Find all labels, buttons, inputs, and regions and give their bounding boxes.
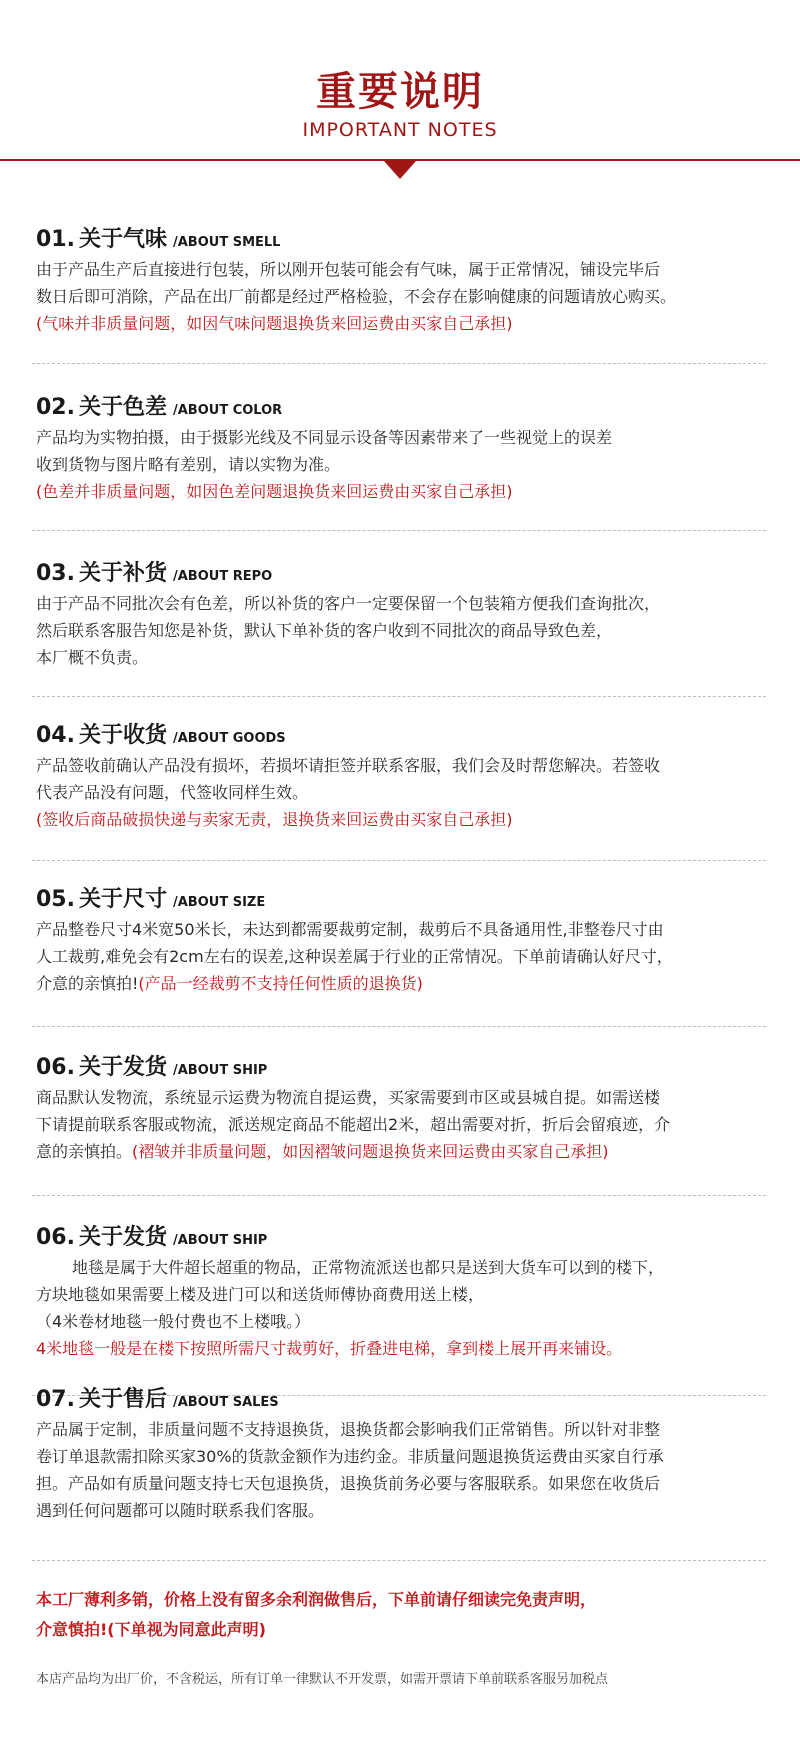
section-text-line: 然后联系客服告知您是补货，默认下单补货的客户收到不同批次的商品导致色差， <box>36 621 613 640</box>
section-warning-line: 4米地毯一般是在楼下按照所需尺寸裁剪好，折叠进电梯，拿到楼上展开再来铺设。 <box>36 1339 623 1358</box>
section-text-line: 遇到任何问题都可以随时联系我们客服。 <box>36 1501 325 1520</box>
section-warning-line: (色差并非质量问题，如因色差问题退换货来回运费由买家自己承担) <box>36 482 513 501</box>
section-text-line <box>36 970 766 997</box>
section-divider <box>32 696 766 697</box>
section-sales <box>36 1382 766 1524</box>
section-divider <box>32 1195 766 1196</box>
section-text-line: 产品均为实物拍摄，由于摄影光线及不同显示设备等因素带来了一些视觉上的误差 <box>36 428 613 447</box>
warning-span: (褶皱并非质量问题，如因褶皱问题退换货来回运费由买家自己承担) <box>132 1142 609 1161</box>
section-text-line: 卷订单退款需扣除买家30%的货款金额作为违约金。非质量问题退换货运费由买家自行承 <box>36 1447 664 1466</box>
section-text-line: 产品签收前确认产品没有损坏，若损坏请拒签并联系客服，我们会及时帮您解决。若签收 <box>36 756 661 775</box>
section-text-line: 收到货物与图片略有差别，请以实物为准。 <box>36 455 341 474</box>
section-text-line: 人工裁剪,难免会有2cm左右的误差,这种误差属于行业的正常情况。下单前请确认好尺寸， <box>36 947 673 966</box>
section-subtitle: /ABOUT COLOR <box>173 403 283 418</box>
section-title: 关于补货 <box>78 561 167 586</box>
disclaimer-notice <box>36 1585 766 1645</box>
section-text-line: 商品默认发物流，系统显示运费为物流自提运费，买家需要到市区或县城自提。如需送楼 <box>36 1088 661 1107</box>
section-number: 04. <box>36 723 75 748</box>
section-ship <box>36 1050 766 1165</box>
page-header <box>0 0 800 180</box>
section-color <box>36 390 766 505</box>
section-divider <box>32 860 766 861</box>
section-repo <box>36 556 766 671</box>
section-text-line: 地毯是属于大件超长超重的物品，正常物流派送也都只是送到大货车可以到的楼下， <box>72 1258 665 1277</box>
section-text-line <box>36 1138 766 1165</box>
section-number: 06. <box>36 1225 75 1250</box>
section-warning-line: (签收后商品破损快递与卖家无责，退换货来回运费由买家自己承担) <box>36 810 513 829</box>
section-size <box>36 882 766 997</box>
section-number: 05. <box>36 887 75 912</box>
section-ship-carpet <box>36 1220 766 1362</box>
section-text-line: 产品整卷尺寸4米宽50米长，未达到都需要裁剪定制，裁剪后不具备通用性,非整卷尺寸由 <box>36 920 664 939</box>
page-title: 重要说明 <box>316 69 484 115</box>
section-text-line: 代表产品没有问题，代签收同样生效。 <box>36 783 309 802</box>
page-subtitle: IMPORTANT NOTES <box>302 119 498 141</box>
section-subtitle: /ABOUT SALES <box>173 1395 279 1410</box>
section-divider <box>32 363 766 364</box>
section-number: 02. <box>36 395 75 420</box>
section-subtitle: /ABOUT SHIP <box>173 1063 268 1078</box>
section-text-line: 数日后即可消除，产品在出厂前都是经过严格检验，不会存在影响健康的问题请放心购买。 <box>36 287 677 306</box>
section-title: 关于尺寸 <box>78 887 167 912</box>
section-heading <box>36 882 766 916</box>
section-heading <box>36 556 766 590</box>
section-text-line: 产品属于定制，非质量问题不支持退换货，退换货都会影响我们正常销售。所以针对非整 <box>36 1420 661 1439</box>
section-subtitle: /ABOUT REPO <box>173 569 273 584</box>
warning-span: (产品一经裁剪不支持任何性质的退换货) <box>138 974 423 993</box>
section-text-line: 下请提前联系客服或物流，派送规定商品不能超出2米，超出需要对折，折后会留痕迹，介 <box>36 1115 671 1134</box>
section-title: 关于发货 <box>78 1225 167 1250</box>
section-number: 07. <box>36 1387 75 1412</box>
section-number: 03. <box>36 561 75 586</box>
section-text-line: （4米卷材地毯一般付费也不上楼哦。） <box>36 1312 311 1331</box>
down-arrow-icon <box>384 161 416 179</box>
footnote: 本店产品均为出厂价，不含税运，所有订单一律默认不开发票，如需开票请下单前联系客服另加税点 <box>36 1672 609 1687</box>
section-divider <box>32 1026 766 1027</box>
section-text-line: 方块地毯如果需要上楼及进门可以和送货师傅协商费用送上楼， <box>36 1285 485 1304</box>
section-number: 06. <box>36 1055 75 1080</box>
section-title: 关于收货 <box>78 723 167 748</box>
section-title: 关于发货 <box>78 1055 167 1080</box>
section-text-line: 由于产品生产后直接进行包装，所以刚开包装可能会有气味，属于正常情况，铺设完毕后 <box>36 260 661 279</box>
section-title: 关于售后 <box>78 1387 167 1412</box>
section-text-line: 由于产品不同批次会有色差，所以补货的客户一定要保留一个包装箱方便我们查询批次， <box>36 594 661 613</box>
text-span: 意的亲慎拍。 <box>36 1142 133 1161</box>
section-subtitle: /ABOUT SHIP <box>173 1233 268 1248</box>
text-span: 介意的亲慎拍! <box>36 974 139 993</box>
section-heading <box>36 1382 766 1416</box>
section-heading <box>36 1050 766 1084</box>
section-heading <box>36 718 766 752</box>
section-divider <box>32 530 766 531</box>
section-smell <box>36 222 766 337</box>
notice-line: 本工厂薄利多销，价格上没有留多余利润做售后，下单前请仔细读完免责声明， <box>36 1590 597 1609</box>
section-number: 01. <box>36 227 75 252</box>
section-title: 关于色差 <box>78 395 167 420</box>
section-subtitle: /ABOUT SIZE <box>173 895 266 910</box>
section-heading <box>36 1220 766 1254</box>
section-heading <box>36 390 766 424</box>
section-divider <box>32 1560 766 1561</box>
section-subtitle: /ABOUT SMELL <box>173 235 281 250</box>
section-title: 关于气味 <box>78 227 167 252</box>
section-subtitle: /ABOUT GOODS <box>173 731 286 746</box>
section-warning-line: (气味并非质量问题，如因气味问题退换货来回运费由买家自己承担) <box>36 314 513 333</box>
section-text-line: 本厂概不负责。 <box>36 648 149 667</box>
notice-line: 介意慎拍!(下单视为同意此声明) <box>36 1620 266 1639</box>
section-text-line: 担。产品如有质量问题支持七天包退换货，退换货前务必要与客服联系。如果您在收货后 <box>36 1474 661 1493</box>
section-goods <box>36 718 766 833</box>
section-heading <box>36 222 766 256</box>
